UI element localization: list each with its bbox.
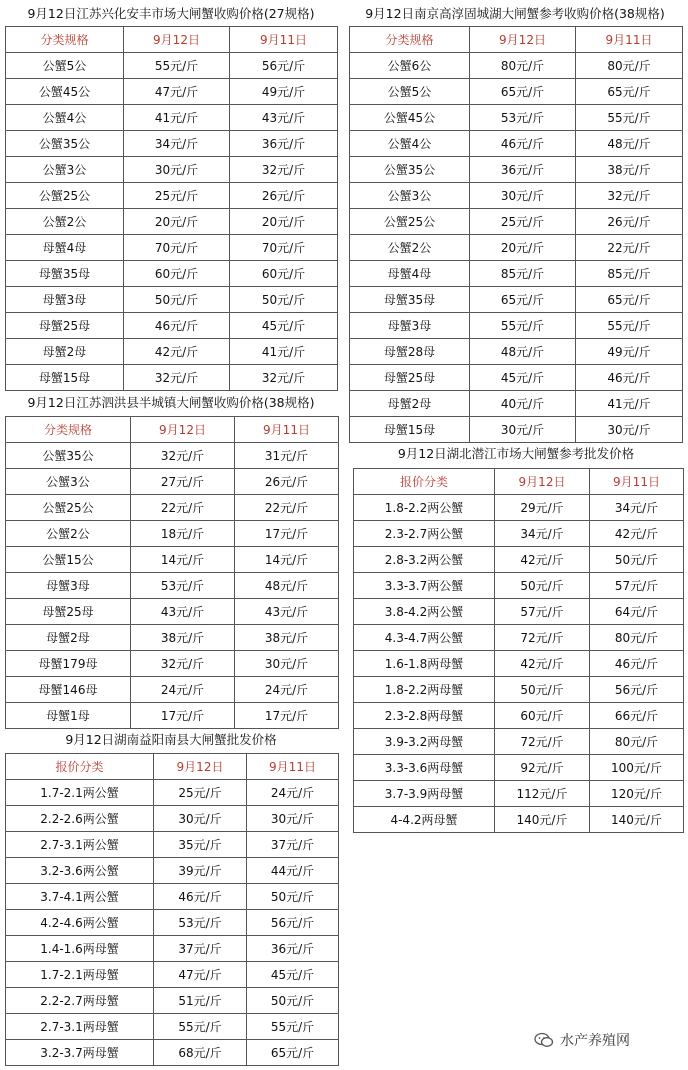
price-yesterday-cell: 38元/斤 bbox=[576, 157, 683, 183]
table-row bbox=[6, 936, 339, 962]
table-row bbox=[6, 910, 339, 936]
price-yesterday-cell: 55元/斤 bbox=[576, 105, 683, 131]
spec-cell: 公蟹3公 bbox=[6, 157, 124, 183]
price-today-cell: 32元/斤 bbox=[131, 651, 235, 677]
price-yesterday-cell: 17元/斤 bbox=[235, 521, 339, 547]
table-row bbox=[354, 807, 684, 833]
spec-cell: 1.7-2.1两公蟹 bbox=[6, 780, 154, 806]
price-today-cell: 50元/斤 bbox=[124, 287, 230, 313]
price-yesterday-cell: 41元/斤 bbox=[230, 339, 338, 365]
table-row bbox=[350, 365, 683, 391]
spec-cell: 公蟹35公 bbox=[350, 157, 470, 183]
table-row bbox=[6, 1040, 339, 1066]
price-today-cell: 30元/斤 bbox=[124, 157, 230, 183]
table-row bbox=[6, 1014, 339, 1040]
spec-cell: 3.3-3.7两公蟹 bbox=[354, 573, 495, 599]
price-yesterday-cell: 48元/斤 bbox=[576, 131, 683, 157]
table-row bbox=[350, 183, 683, 209]
price-today-cell: 46元/斤 bbox=[154, 884, 247, 910]
table-row bbox=[350, 339, 683, 365]
table-row bbox=[6, 209, 338, 235]
column-header: 报价分类 bbox=[354, 469, 495, 495]
price-yesterday-cell: 30元/斤 bbox=[235, 651, 339, 677]
spec-cell: 母蟹25母 bbox=[6, 599, 131, 625]
spec-cell: 母蟹2母 bbox=[6, 339, 124, 365]
price-yesterday-cell: 46元/斤 bbox=[590, 651, 684, 677]
price-yesterday-cell: 66元/斤 bbox=[590, 703, 684, 729]
table-row bbox=[6, 573, 339, 599]
price-today-cell: 112元/斤 bbox=[495, 781, 590, 807]
table5 bbox=[5, 753, 339, 1066]
spec-cell: 公蟹2公 bbox=[350, 235, 470, 261]
price-today-cell: 22元/斤 bbox=[131, 495, 235, 521]
table2 bbox=[349, 26, 683, 443]
spec-cell: 母蟹2母 bbox=[350, 391, 470, 417]
price-yesterday-cell: 32元/斤 bbox=[230, 157, 338, 183]
spec-cell: 母蟹15母 bbox=[350, 417, 470, 443]
table-row bbox=[350, 157, 683, 183]
price-yesterday-cell: 34元/斤 bbox=[590, 495, 684, 521]
table-row bbox=[6, 183, 338, 209]
column-header: 分类规格 bbox=[6, 417, 131, 443]
table-row bbox=[6, 806, 339, 832]
spec-cell: 公蟹3公 bbox=[350, 183, 470, 209]
table1 bbox=[5, 26, 338, 391]
price-today-cell: 85元/斤 bbox=[470, 261, 576, 287]
column-header: 9月11日 bbox=[230, 27, 338, 53]
price-today-cell: 30元/斤 bbox=[470, 417, 576, 443]
price-today-cell: 32元/斤 bbox=[124, 365, 230, 391]
spec-cell: 2.2-2.6两公蟹 bbox=[6, 806, 154, 832]
table-row bbox=[6, 988, 339, 1014]
header-row bbox=[6, 754, 339, 780]
spec-cell: 母蟹3母 bbox=[6, 287, 124, 313]
column-header: 9月11日 bbox=[235, 417, 339, 443]
price-today-cell: 53元/斤 bbox=[470, 105, 576, 131]
table-row bbox=[6, 625, 339, 651]
table-row bbox=[350, 287, 683, 313]
table-row bbox=[354, 651, 684, 677]
price-yesterday-cell: 14元/斤 bbox=[235, 547, 339, 573]
table-row bbox=[354, 599, 684, 625]
price-yesterday-cell: 70元/斤 bbox=[230, 235, 338, 261]
table-row bbox=[6, 884, 339, 910]
price-yesterday-cell: 24元/斤 bbox=[235, 677, 339, 703]
table-row bbox=[354, 521, 684, 547]
spec-cell: 3.2-3.6两公蟹 bbox=[6, 858, 154, 884]
column-header: 9月12日 bbox=[131, 417, 235, 443]
table-row bbox=[6, 443, 339, 469]
spec-cell: 母蟹1母 bbox=[6, 703, 131, 729]
table-row bbox=[6, 469, 339, 495]
spec-cell: 公蟹35公 bbox=[6, 443, 131, 469]
price-today-cell: 29元/斤 bbox=[495, 495, 590, 521]
price-today-cell: 68元/斤 bbox=[154, 1040, 247, 1066]
spec-cell: 母蟹25母 bbox=[350, 365, 470, 391]
price-yesterday-cell: 45元/斤 bbox=[230, 313, 338, 339]
column-header: 9月12日 bbox=[154, 754, 247, 780]
price-today-cell: 55元/斤 bbox=[124, 53, 230, 79]
price-yesterday-cell: 37元/斤 bbox=[247, 832, 339, 858]
price-today-cell: 60元/斤 bbox=[495, 703, 590, 729]
price-yesterday-cell: 22元/斤 bbox=[576, 235, 683, 261]
price-yesterday-cell: 57元/斤 bbox=[590, 573, 684, 599]
table-row bbox=[6, 131, 338, 157]
price-yesterday-cell: 46元/斤 bbox=[576, 365, 683, 391]
price-yesterday-cell: 43元/斤 bbox=[235, 599, 339, 625]
spec-cell: 1.7-2.1两母蟹 bbox=[6, 962, 154, 988]
price-yesterday-cell: 32元/斤 bbox=[576, 183, 683, 209]
price-today-cell: 72元/斤 bbox=[495, 729, 590, 755]
header-row bbox=[350, 27, 683, 53]
spec-cell: 母蟹3母 bbox=[350, 313, 470, 339]
price-yesterday-cell: 26元/斤 bbox=[230, 183, 338, 209]
price-today-cell: 72元/斤 bbox=[495, 625, 590, 651]
price-today-cell: 53元/斤 bbox=[131, 573, 235, 599]
price-yesterday-cell: 80元/斤 bbox=[590, 729, 684, 755]
price-yesterday-cell: 80元/斤 bbox=[576, 53, 683, 79]
column-header: 报价分类 bbox=[6, 754, 154, 780]
spec-cell: 公蟹4公 bbox=[350, 131, 470, 157]
spec-cell: 1.6-1.8两母蟹 bbox=[354, 651, 495, 677]
spec-cell: 母蟹179母 bbox=[6, 651, 131, 677]
column-header: 分类规格 bbox=[6, 27, 124, 53]
price-yesterday-cell: 60元/斤 bbox=[230, 261, 338, 287]
table-row bbox=[354, 703, 684, 729]
table-row bbox=[6, 832, 339, 858]
spec-cell: 公蟹45公 bbox=[350, 105, 470, 131]
price-today-cell: 24元/斤 bbox=[131, 677, 235, 703]
spec-cell: 母蟹35母 bbox=[6, 261, 124, 287]
price-yesterday-cell: 65元/斤 bbox=[576, 287, 683, 313]
table-row bbox=[6, 599, 339, 625]
table-row bbox=[6, 235, 338, 261]
price-today-cell: 38元/斤 bbox=[131, 625, 235, 651]
table-row bbox=[6, 79, 338, 105]
price-today-cell: 47元/斤 bbox=[124, 79, 230, 105]
table-row bbox=[350, 313, 683, 339]
price-today-cell: 32元/斤 bbox=[131, 443, 235, 469]
price-today-cell: 46元/斤 bbox=[124, 313, 230, 339]
price-yesterday-cell: 56元/斤 bbox=[247, 910, 339, 936]
spec-cell: 3.3-3.6两母蟹 bbox=[354, 755, 495, 781]
price-yesterday-cell: 30元/斤 bbox=[247, 806, 339, 832]
price-today-cell: 55元/斤 bbox=[154, 1014, 247, 1040]
price-today-cell: 46元/斤 bbox=[470, 131, 576, 157]
spec-cell: 3.8-4.2两公蟹 bbox=[354, 599, 495, 625]
table-row bbox=[354, 495, 684, 521]
price-today-cell: 48元/斤 bbox=[470, 339, 576, 365]
spec-cell: 公蟹2公 bbox=[6, 209, 124, 235]
table-row bbox=[6, 703, 339, 729]
table-row bbox=[354, 625, 684, 651]
watermark bbox=[534, 1030, 630, 1050]
table-row bbox=[6, 521, 339, 547]
spec-cell: 3.2-3.7两母蟹 bbox=[6, 1040, 154, 1066]
spec-cell: 母蟹3母 bbox=[6, 573, 131, 599]
spec-cell: 公蟹35公 bbox=[6, 131, 124, 157]
price-yesterday-cell: 55元/斤 bbox=[247, 1014, 339, 1040]
column-header: 9月11日 bbox=[590, 469, 684, 495]
table5-title: 9月12日湖南益阳南县大闸蟹批发价格 bbox=[65, 732, 277, 747]
table-row bbox=[6, 677, 339, 703]
spec-cell: 公蟹25公 bbox=[6, 495, 131, 521]
table-row bbox=[354, 547, 684, 573]
price-today-cell: 47元/斤 bbox=[154, 962, 247, 988]
table-row bbox=[350, 417, 683, 443]
table-row bbox=[350, 79, 683, 105]
spec-cell: 公蟹25公 bbox=[350, 209, 470, 235]
price-today-cell: 50元/斤 bbox=[495, 677, 590, 703]
price-yesterday-cell: 85元/斤 bbox=[576, 261, 683, 287]
price-yesterday-cell: 140元/斤 bbox=[590, 807, 684, 833]
wechat-icon bbox=[534, 1032, 554, 1048]
spec-cell: 公蟹25公 bbox=[6, 183, 124, 209]
price-yesterday-cell: 38元/斤 bbox=[235, 625, 339, 651]
price-yesterday-cell: 31元/斤 bbox=[235, 443, 339, 469]
spec-cell: 3.7-4.1两公蟹 bbox=[6, 884, 154, 910]
spec-cell: 母蟹4母 bbox=[350, 261, 470, 287]
column-header: 9月12日 bbox=[470, 27, 576, 53]
price-yesterday-cell: 24元/斤 bbox=[247, 780, 339, 806]
price-today-cell: 40元/斤 bbox=[470, 391, 576, 417]
spec-cell: 1.4-1.6两母蟹 bbox=[6, 936, 154, 962]
price-today-cell: 60元/斤 bbox=[124, 261, 230, 287]
table-row bbox=[6, 339, 338, 365]
price-yesterday-cell: 20元/斤 bbox=[230, 209, 338, 235]
price-today-cell: 14元/斤 bbox=[131, 547, 235, 573]
spec-cell: 2.7-3.1两母蟹 bbox=[6, 1014, 154, 1040]
spec-cell: 母蟹28母 bbox=[350, 339, 470, 365]
spec-cell: 3.9-3.2两母蟹 bbox=[354, 729, 495, 755]
price-today-cell: 80元/斤 bbox=[470, 53, 576, 79]
price-today-cell: 20元/斤 bbox=[470, 235, 576, 261]
table-row bbox=[6, 313, 338, 339]
spec-cell: 公蟹15公 bbox=[6, 547, 131, 573]
spec-cell: 母蟹146母 bbox=[6, 677, 131, 703]
price-today-cell: 57元/斤 bbox=[495, 599, 590, 625]
price-yesterday-cell: 32元/斤 bbox=[230, 365, 338, 391]
table-row bbox=[6, 53, 338, 79]
spec-cell: 公蟹5公 bbox=[6, 53, 124, 79]
spec-cell: 2.7-3.1两公蟹 bbox=[6, 832, 154, 858]
spec-cell: 2.3-2.7两公蟹 bbox=[354, 521, 495, 547]
table-row bbox=[6, 780, 339, 806]
price-today-cell: 92元/斤 bbox=[495, 755, 590, 781]
price-today-cell: 51元/斤 bbox=[154, 988, 247, 1014]
spec-cell: 母蟹4母 bbox=[6, 235, 124, 261]
price-today-cell: 30元/斤 bbox=[470, 183, 576, 209]
price-today-cell: 35元/斤 bbox=[154, 832, 247, 858]
spec-cell: 1.8-2.2两母蟹 bbox=[354, 677, 495, 703]
table-row bbox=[6, 157, 338, 183]
price-yesterday-cell: 65元/斤 bbox=[247, 1040, 339, 1066]
table-row bbox=[354, 573, 684, 599]
table-row bbox=[6, 287, 338, 313]
price-yesterday-cell: 36元/斤 bbox=[247, 936, 339, 962]
price-today-cell: 43元/斤 bbox=[131, 599, 235, 625]
price-yesterday-cell: 26元/斤 bbox=[576, 209, 683, 235]
price-yesterday-cell: 43元/斤 bbox=[230, 105, 338, 131]
price-today-cell: 25元/斤 bbox=[124, 183, 230, 209]
table-row bbox=[350, 131, 683, 157]
price-today-cell: 140元/斤 bbox=[495, 807, 590, 833]
price-yesterday-cell: 45元/斤 bbox=[247, 962, 339, 988]
price-today-cell: 37元/斤 bbox=[154, 936, 247, 962]
table4-title: 9月12日湖北潜江市场大闸蟹参考批发价格 bbox=[397, 446, 635, 461]
price-yesterday-cell: 30元/斤 bbox=[576, 417, 683, 443]
price-today-cell: 25元/斤 bbox=[470, 209, 576, 235]
price-yesterday-cell: 64元/斤 bbox=[590, 599, 684, 625]
price-today-cell: 53元/斤 bbox=[154, 910, 247, 936]
watermark-text: 水产养殖网 bbox=[560, 1033, 630, 1049]
price-yesterday-cell: 41元/斤 bbox=[576, 391, 683, 417]
price-today-cell: 42元/斤 bbox=[495, 547, 590, 573]
price-yesterday-cell: 42元/斤 bbox=[590, 521, 684, 547]
table-row bbox=[350, 53, 683, 79]
table-row bbox=[6, 547, 339, 573]
price-today-cell: 65元/斤 bbox=[470, 79, 576, 105]
price-today-cell: 39元/斤 bbox=[154, 858, 247, 884]
price-today-cell: 45元/斤 bbox=[470, 365, 576, 391]
price-today-cell: 27元/斤 bbox=[131, 469, 235, 495]
spec-cell: 4.3-4.7两公蟹 bbox=[354, 625, 495, 651]
price-today-cell: 70元/斤 bbox=[124, 235, 230, 261]
spec-cell: 公蟹5公 bbox=[350, 79, 470, 105]
table3-title: 9月12日江苏泗洪县半城镇大闸蟹收购价格(38规格) bbox=[27, 395, 315, 410]
spec-cell: 母蟹25母 bbox=[6, 313, 124, 339]
column-header: 分类规格 bbox=[350, 27, 470, 53]
price-today-cell: 20元/斤 bbox=[124, 209, 230, 235]
spec-cell: 公蟹45公 bbox=[6, 79, 124, 105]
header-row bbox=[354, 469, 684, 495]
table4 bbox=[353, 468, 684, 833]
table-row bbox=[354, 677, 684, 703]
spec-cell: 2.8-3.2两公蟹 bbox=[354, 547, 495, 573]
spec-cell: 公蟹3公 bbox=[6, 469, 131, 495]
column-header: 9月11日 bbox=[576, 27, 683, 53]
table-row bbox=[354, 755, 684, 781]
table-row bbox=[354, 781, 684, 807]
table-row bbox=[6, 495, 339, 521]
spec-cell: 2.2-2.7两母蟹 bbox=[6, 988, 154, 1014]
column-header: 9月12日 bbox=[124, 27, 230, 53]
price-yesterday-cell: 50元/斤 bbox=[247, 988, 339, 1014]
spec-cell: 母蟹2母 bbox=[6, 625, 131, 651]
table-row bbox=[350, 105, 683, 131]
spec-cell: 母蟹15母 bbox=[6, 365, 124, 391]
price-today-cell: 50元/斤 bbox=[495, 573, 590, 599]
price-today-cell: 42元/斤 bbox=[495, 651, 590, 677]
price-today-cell: 41元/斤 bbox=[124, 105, 230, 131]
price-yesterday-cell: 56元/斤 bbox=[230, 53, 338, 79]
table-row bbox=[350, 261, 683, 287]
table-row bbox=[6, 365, 338, 391]
price-today-cell: 36元/斤 bbox=[470, 157, 576, 183]
price-today-cell: 34元/斤 bbox=[495, 521, 590, 547]
price-yesterday-cell: 36元/斤 bbox=[230, 131, 338, 157]
price-yesterday-cell: 120元/斤 bbox=[590, 781, 684, 807]
price-yesterday-cell: 100元/斤 bbox=[590, 755, 684, 781]
price-yesterday-cell: 44元/斤 bbox=[247, 858, 339, 884]
spec-cell: 母蟹35母 bbox=[350, 287, 470, 313]
price-today-cell: 42元/斤 bbox=[124, 339, 230, 365]
spec-cell: 公蟹4公 bbox=[6, 105, 124, 131]
spec-cell: 4.2-4.6两公蟹 bbox=[6, 910, 154, 936]
table-row bbox=[350, 391, 683, 417]
table-row bbox=[350, 209, 683, 235]
price-today-cell: 55元/斤 bbox=[470, 313, 576, 339]
price-yesterday-cell: 49元/斤 bbox=[576, 339, 683, 365]
table-row bbox=[6, 858, 339, 884]
table-row bbox=[350, 235, 683, 261]
price-yesterday-cell: 50元/斤 bbox=[590, 547, 684, 573]
price-today-cell: 34元/斤 bbox=[124, 131, 230, 157]
price-yesterday-cell: 26元/斤 bbox=[235, 469, 339, 495]
price-yesterday-cell: 56元/斤 bbox=[590, 677, 684, 703]
price-yesterday-cell: 22元/斤 bbox=[235, 495, 339, 521]
price-yesterday-cell: 55元/斤 bbox=[576, 313, 683, 339]
spec-cell: 公蟹2公 bbox=[6, 521, 131, 547]
table-row bbox=[6, 105, 338, 131]
table1-title: 9月12日江苏兴化安丰市场大闸蟹收购价格(27规格) bbox=[27, 6, 315, 21]
table2-title: 9月12日南京高淳固城湖大闸蟹参考收购价格(38规格) bbox=[365, 6, 665, 21]
table-row bbox=[6, 261, 338, 287]
price-yesterday-cell: 17元/斤 bbox=[235, 703, 339, 729]
column-header: 9月11日 bbox=[247, 754, 339, 780]
price-today-cell: 25元/斤 bbox=[154, 780, 247, 806]
price-yesterday-cell: 50元/斤 bbox=[230, 287, 338, 313]
header-row bbox=[6, 27, 338, 53]
price-yesterday-cell: 48元/斤 bbox=[235, 573, 339, 599]
spec-cell: 公蟹6公 bbox=[350, 53, 470, 79]
price-yesterday-cell: 50元/斤 bbox=[247, 884, 339, 910]
table3 bbox=[5, 416, 339, 729]
price-yesterday-cell: 80元/斤 bbox=[590, 625, 684, 651]
spec-cell: 3.7-3.9两母蟹 bbox=[354, 781, 495, 807]
table-row bbox=[6, 651, 339, 677]
spec-cell: 4-4.2两母蟹 bbox=[354, 807, 495, 833]
price-yesterday-cell: 49元/斤 bbox=[230, 79, 338, 105]
spec-cell: 1.8-2.2两公蟹 bbox=[354, 495, 495, 521]
price-yesterday-cell: 65元/斤 bbox=[576, 79, 683, 105]
table-row bbox=[6, 962, 339, 988]
spec-cell: 2.3-2.8两母蟹 bbox=[354, 703, 495, 729]
price-today-cell: 30元/斤 bbox=[154, 806, 247, 832]
price-today-cell: 18元/斤 bbox=[131, 521, 235, 547]
price-today-cell: 65元/斤 bbox=[470, 287, 576, 313]
header-row bbox=[6, 417, 339, 443]
price-today-cell: 17元/斤 bbox=[131, 703, 235, 729]
column-header: 9月12日 bbox=[495, 469, 590, 495]
table-row bbox=[354, 729, 684, 755]
